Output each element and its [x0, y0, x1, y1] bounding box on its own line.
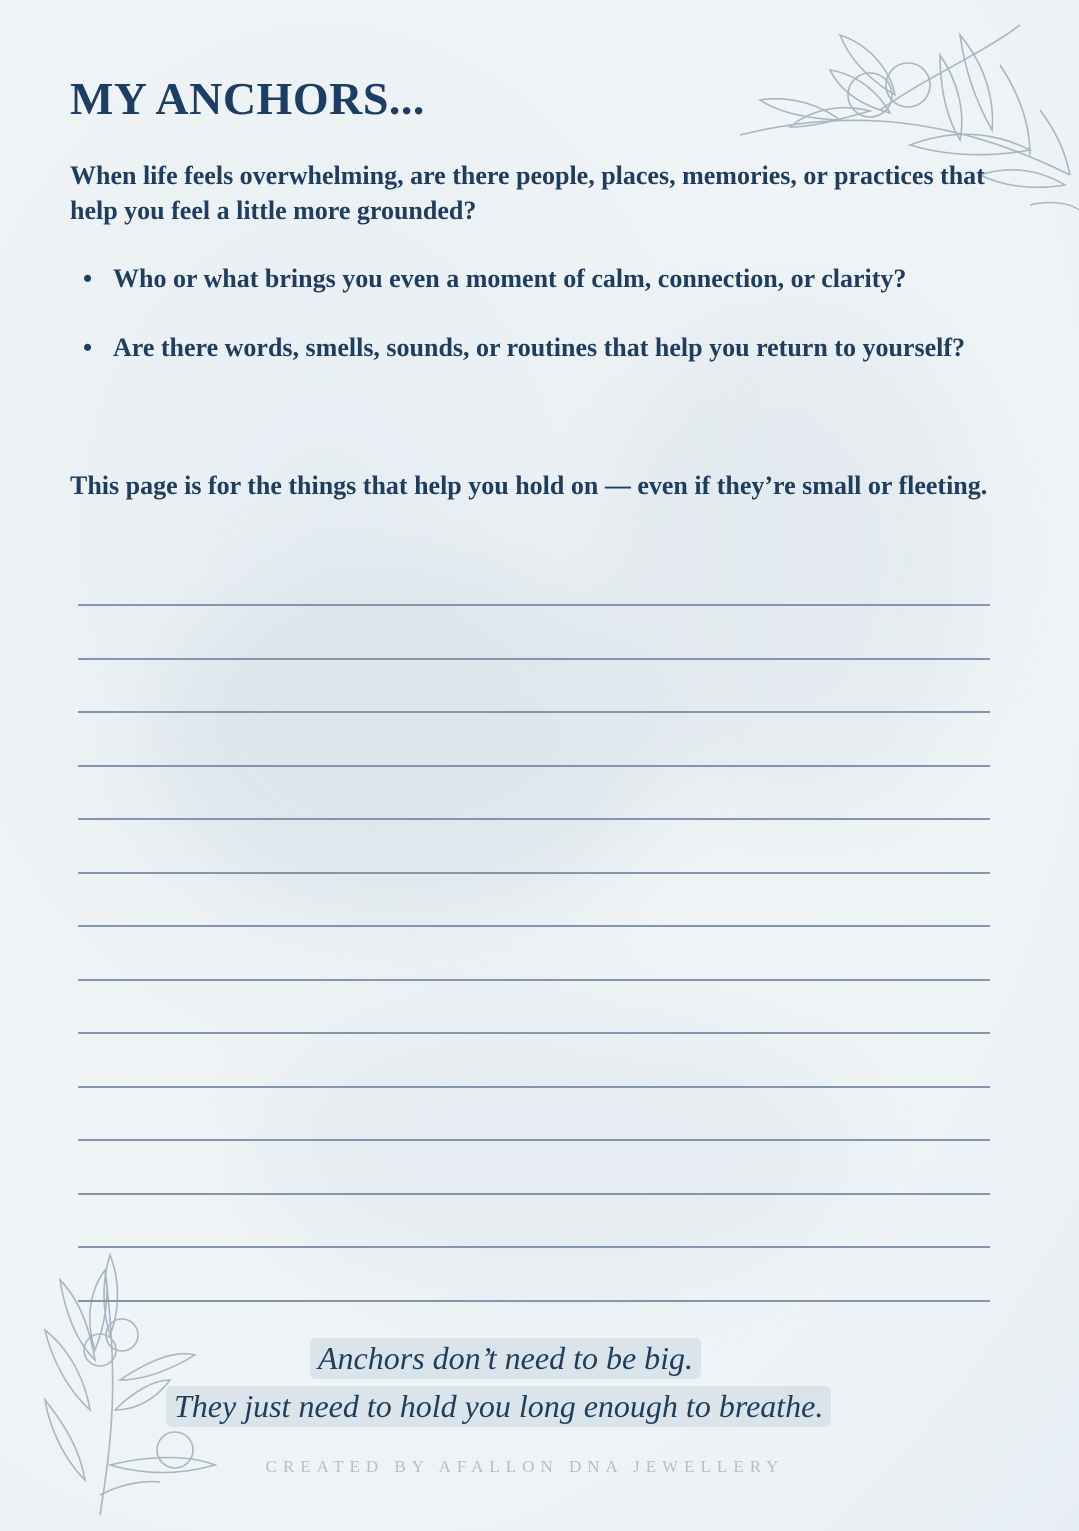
writing-line	[78, 1193, 990, 1195]
writing-line	[78, 711, 990, 713]
writing-line	[78, 604, 990, 606]
writing-line	[78, 1032, 990, 1034]
bullet-icon: •	[83, 333, 93, 362]
closing-prompt: This page is for the things that help you hold on — even if they’re small or fleeting.	[70, 471, 988, 500]
writing-line	[78, 818, 990, 820]
list-item	[70, 330, 1010, 365]
writing-line	[78, 979, 990, 981]
list-item-text: Who or what brings you even a moment of calm, connection, or clarity?	[113, 264, 907, 293]
list-item	[70, 261, 1010, 296]
page-title: MY ANCHORS...	[70, 73, 425, 124]
writing-area[interactable]	[78, 604, 990, 1353]
writing-line	[78, 1086, 990, 1088]
writing-line	[78, 658, 990, 660]
list-item-text: Are there words, smells, sounds, or routines that help you return to yourself?	[113, 333, 965, 362]
writing-line	[78, 925, 990, 927]
writing-line	[78, 872, 990, 874]
writing-line	[78, 1300, 990, 1302]
bullet-icon: •	[83, 264, 93, 293]
writing-line	[78, 1139, 990, 1141]
quote-line-2: They just need to hold you long enough to breathe.	[166, 1386, 831, 1427]
intro-prompt: When life feels overwhelming, are there people, places, memories, or practices that help you feel a little more grounded?	[70, 161, 985, 225]
quote-line-1: Anchors don’t need to be big.	[310, 1338, 701, 1379]
credit-footer: CREATED BY AFALLON DNA JEWELLERY	[265, 1457, 785, 1476]
writing-line	[78, 765, 990, 767]
writing-line	[78, 1246, 990, 1248]
prompt-list	[70, 261, 1010, 399]
